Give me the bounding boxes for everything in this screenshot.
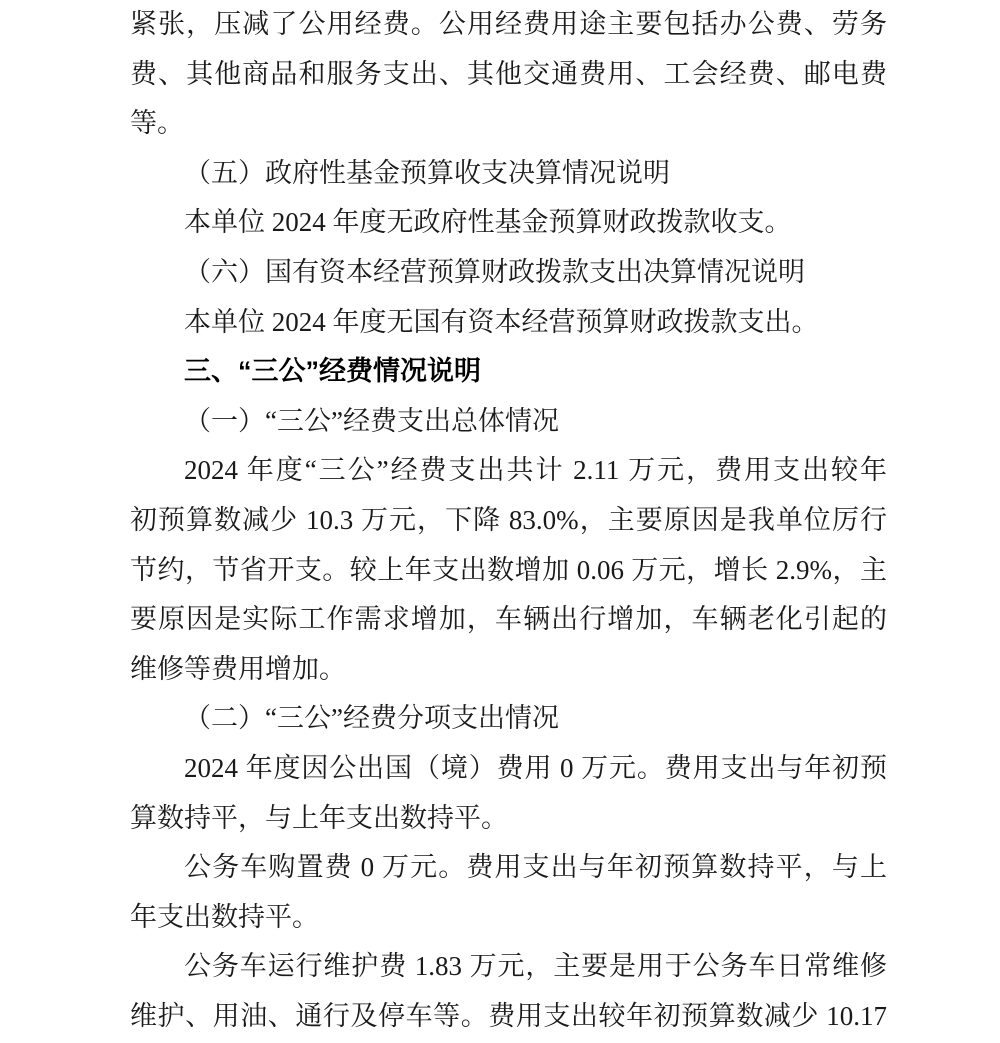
section-heading-line: 三、“三公”经费情况说明	[184, 356, 481, 387]
subsection-heading-line: （六）国有资本经营预算财政拨款支出决算情况说明	[184, 256, 805, 287]
subsection-heading-line: （一）“三公”经费支出总体情况	[184, 405, 559, 436]
subsection-heading-line: （五）政府性基金预算收支决算情况说明	[184, 157, 670, 188]
document-body	[130, 0, 887, 1041]
body-text-line: 费、其他商品和服务支出、其他交通费用、工会经费、邮电费	[130, 58, 887, 89]
body-text-line: 维护、用油、通行及停车等。费用支出较年初预算数减少 10.17	[130, 1000, 887, 1031]
body-text-line: 2024 年度“三公”经费支出共计 2.11 万元，费用支出较年	[184, 455, 887, 486]
body-text-line: 等。	[130, 108, 184, 139]
body-text-line: 公务车运行维护费 1.83 万元，主要是用于公务车日常维修	[184, 951, 887, 982]
body-text-line: 本单位 2024 年度无国有资本经营预算财政拨款支出。	[184, 306, 819, 337]
body-text-line: 公务车购置费 0 万元。费用支出与年初预算数持平，与上	[184, 852, 887, 883]
subsection-heading-line: （二）“三公”经费分项支出情况	[184, 703, 559, 734]
body-text-line: 要原因是实际工作需求增加，车辆出行增加，车辆老化引起的	[130, 604, 887, 635]
body-text-line: 本单位 2024 年度无政府性基金预算财政拨款收支。	[184, 207, 792, 238]
body-text-line: 初预算数减少 10.3 万元，下降 83.0%，主要原因是我单位厉行	[130, 504, 887, 535]
body-text-line: 2024 年度因公出国（境）费用 0 万元。费用支出与年初预	[184, 752, 887, 783]
body-text-line: 节约，节省开支。较上年支出数增加 0.06 万元，增长 2.9%，主	[130, 554, 887, 585]
body-text-line: 年支出数持平。	[130, 901, 319, 932]
body-text-line: 维修等费用增加。	[130, 653, 346, 684]
body-text-line: 紧张，压减了公用经费。公用经费用途主要包括办公费、劳务	[130, 9, 887, 39]
body-text-line: 算数持平，与上年支出数持平。	[130, 802, 508, 833]
